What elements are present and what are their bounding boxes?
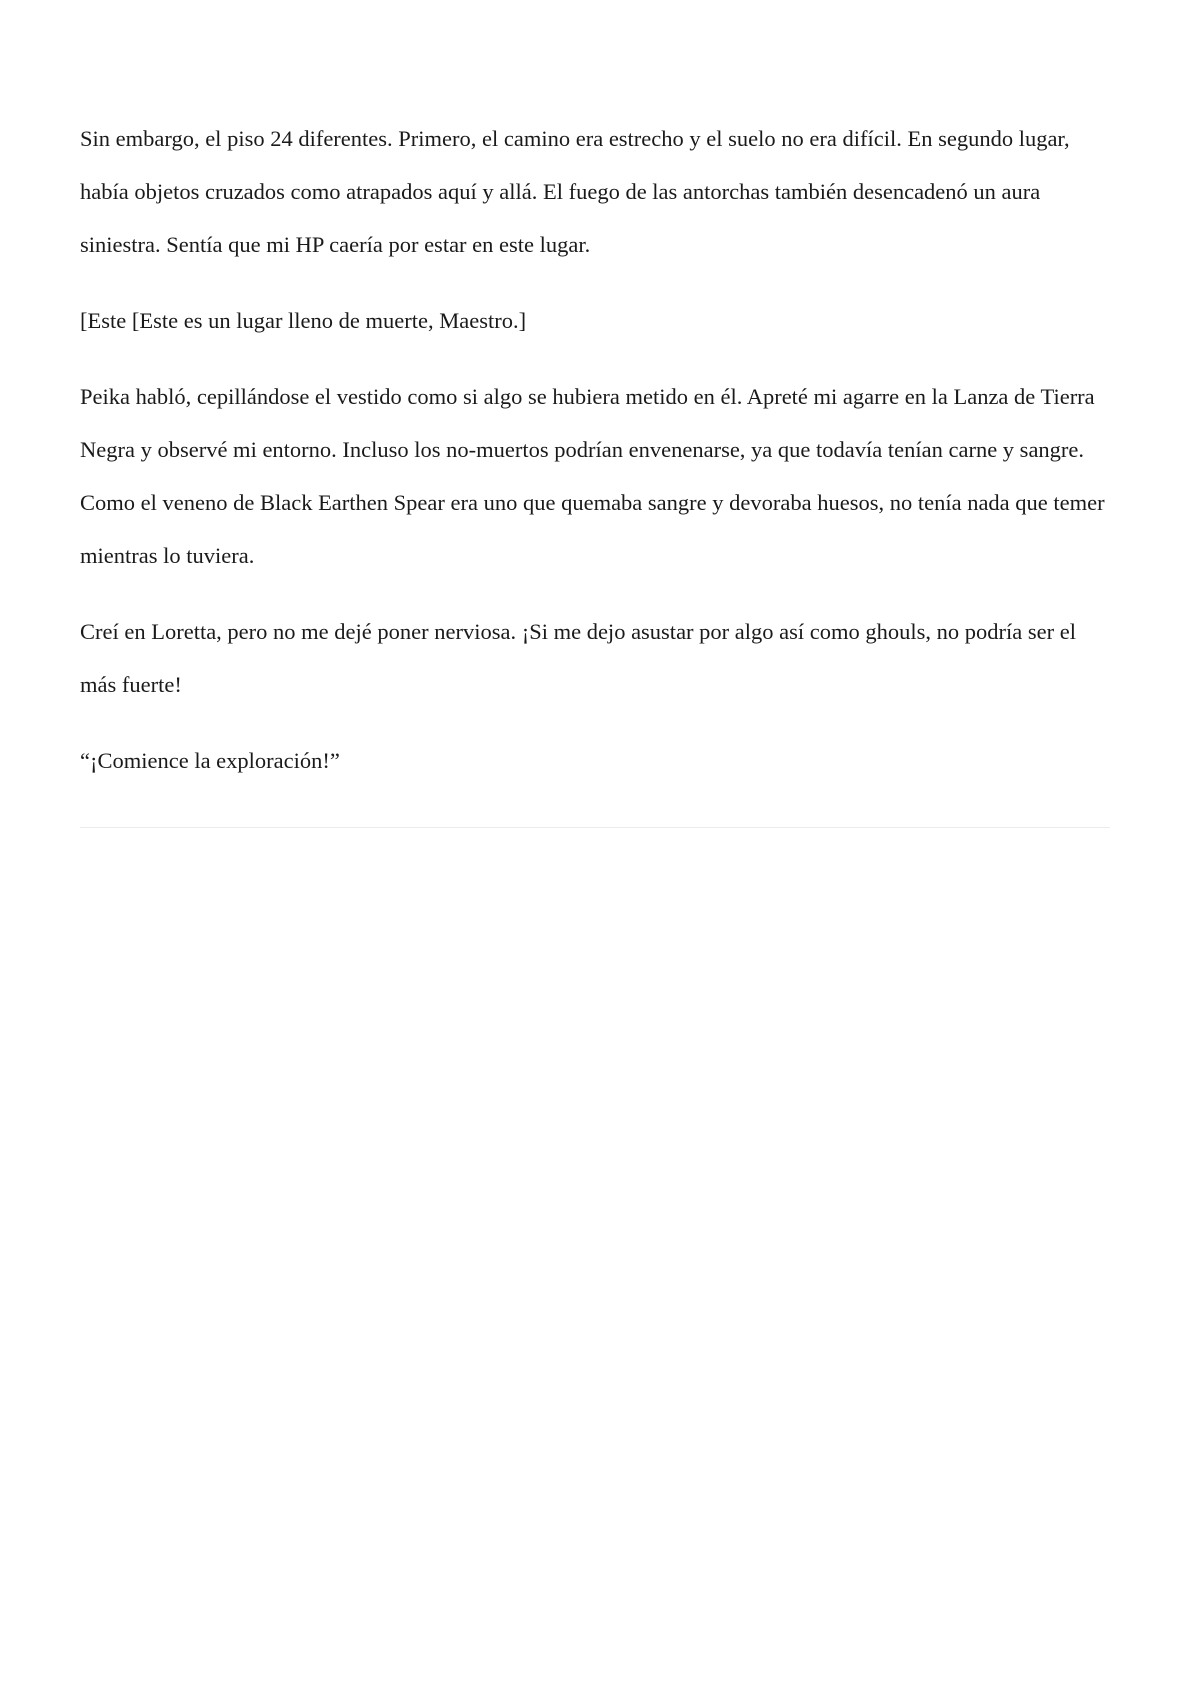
paragraph-peika-speaks: Peika habló, cepillándose el vestido como si algo se hubiera metido en él. Apreté mi agarre en la Lanza de Tierra Negra y observé mi entorno. Incluso los no-muertos podrían envenenarse, ya que todavía tenían carne y sangre. Como el veneno de Black Earthen Spear era uno que quemaba sangre y devoraba huesos, no tenía nada que temer mientras lo tuviera. — [80, 384, 1105, 568]
section-divider — [80, 827, 1110, 828]
paragraph-loretta: Creí en Loretta, pero no me dejé poner nerviosa. ¡Si me dejo asustar por algo así como ghouls, no podría ser el más fuerte! — [80, 619, 1076, 697]
document-body — [80, 112, 1110, 787]
paragraph-exploration-start: “¡Comience la exploración!” — [80, 748, 340, 773]
paragraph-system-message: [Este [Este es un lugar lleno de muerte, Maestro.] — [80, 308, 527, 333]
paragraph-floor-description: Sin embargo, el piso 24 diferentes. Primero, el camino era estrecho y el suelo no era difícil. En segundo lugar, había objetos cruzados como atrapados aquí y allá. El fuego de las antorchas también desencadenó un aura siniestra. Sentía que mi HP caería por estar en este lugar. — [80, 126, 1070, 257]
